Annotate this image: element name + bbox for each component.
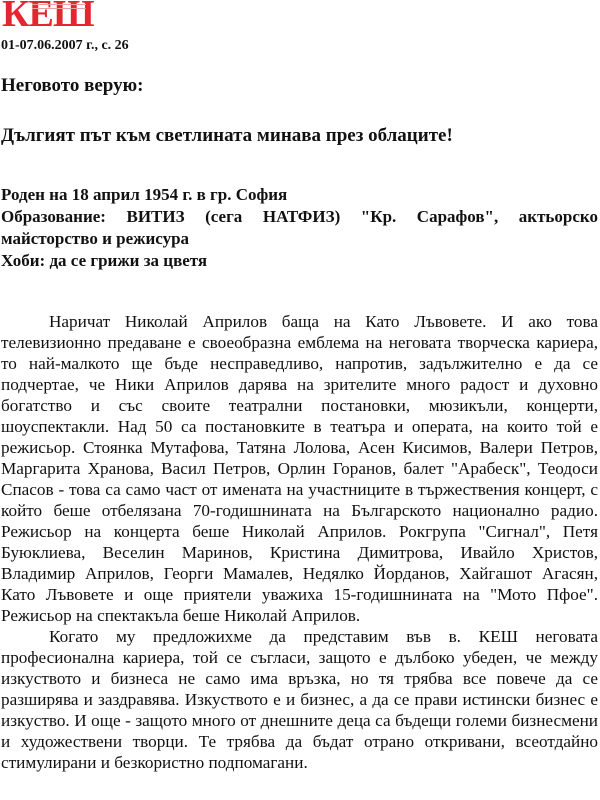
article-body — [1, 311, 598, 773]
bio-born: Роден на 18 април 1954 г. в гр. София — [1, 185, 288, 204]
article-kicker: Неговото верую: — [1, 75, 144, 96]
bio-hobby: Хоби: да се грижи за цветя — [1, 251, 208, 270]
logo-text: КЕШ — [2, 0, 94, 35]
article-headline: Дългият път към светлината минава през облаците! — [1, 125, 453, 146]
logo-tagline-decoration — [32, 4, 86, 9]
publication-dateline: 01-07.06.2007 г., с. 26 — [1, 38, 129, 53]
bio-education: Образование: ВИТИЗ (сега НАТФИЗ) "Кр. Сарафов", актьорско майсторство и режисура — [1, 207, 598, 248]
newspaper-logo — [2, 0, 94, 35]
article-paragraph: Когато му предложихме да представим във в. КЕШ неговата професионална кариера, той се съгласи, защото е дълбоко убеден, че между изкуството и бизнеса не само има връзка, но тя трябва все повече да се разширява и заздравява. Изкуството е и бизнес, а да се прави истински бизнес е изкуство. И още - защото много от днешните деца са бъдещи големи бизнесмени и художествени творци. Те трябва да бъдат отрано откривани, всеотдайно стимулирани и безкористно подпомагани. — [1, 627, 598, 772]
article-paragraph: Наричат Николай Априлов баща на Като Лъвовете. И ако това телевизионно предаване е своеобразна емблема на неговата творческа кариера, то най-малкото ще бъде несправедливо, напротив, задължително е да се подчертае, че Ники Априлов дарява на зрителите много радост и духовно богатство и със своите театрални постановки, мюзикъли, концерти, шоуспектакли. Над 50 са постановките в театъра и операта, на които той е режисьор. Стоянка Мутафова, Татяна Лолова, Асен Кисимов, Валери Петров, Маргарита Хранова, Васил Петров, Орлин Горанов, балет "Арабеск", Теодоси Спасов - това са само част от имената на участниците в тържествения концерт, с който беше отбелязана 70-годишнината на Българското национално радио. Режисьор на концерта беше Николай Априлов. Рокгрупа "Сигнал", Петя Буюклиева, Веселин Маринов, Кристина Димитрова, Ивайло Христов, Владимир Априлов, Георги Мамалев, Недялко Йорданов, Хайгашот Агасян, Като Лъвовете и още приятели уважиха 15-годишнината на "Мото Пфое". Режисьор на спектакъла беше Николай Априлов. — [1, 312, 598, 625]
bio-block — [1, 184, 598, 272]
